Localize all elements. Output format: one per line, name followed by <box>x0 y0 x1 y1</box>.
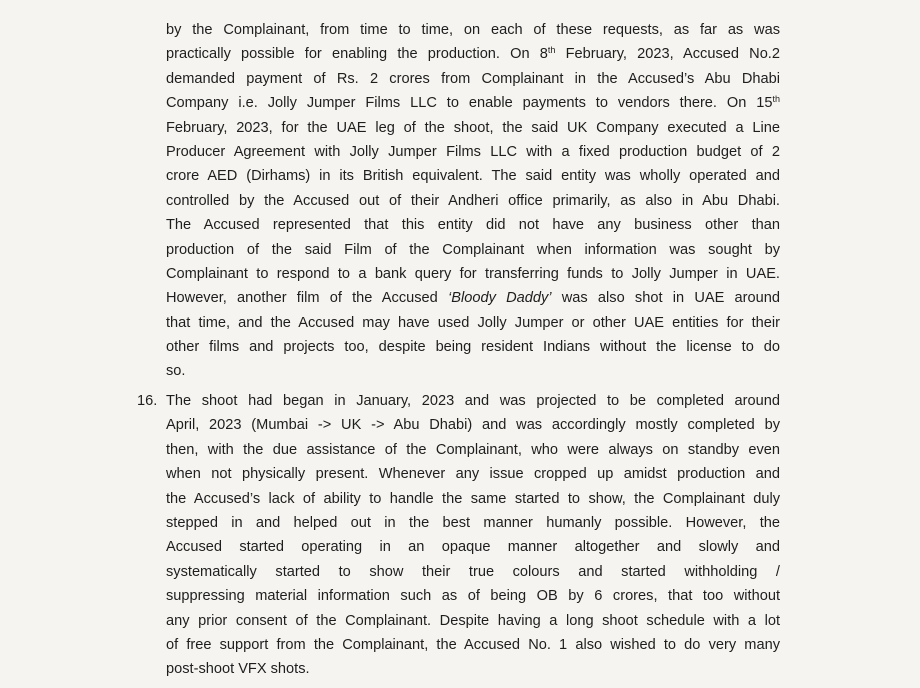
text-line <box>166 238 780 262</box>
paragraph-number: 16. <box>137 393 158 409</box>
text-run: of free support from the Complainant, the Accused No. 1 also wished to do very many <box>166 636 780 653</box>
text-run: Complainant to respond to a bank query for transferring funds to Jolly Jumper in UAE. <box>166 265 780 282</box>
text-line <box>166 116 780 140</box>
text-run: post-shoot VFX shots. <box>166 661 310 678</box>
text-line <box>166 164 780 188</box>
text-line <box>166 657 780 681</box>
film-title-italic: ‘Bloody Daddy’ <box>448 290 552 307</box>
text-line <box>166 42 780 66</box>
text-line <box>166 511 780 535</box>
text-line <box>166 91 780 115</box>
text-run: by the Complainant, from time to time, on each of these requests, as far as was <box>166 22 780 38</box>
text-run: Accused started operating in an opaque manner altogether and slowly and <box>166 539 780 556</box>
text-line <box>166 335 780 359</box>
text-line <box>166 633 780 657</box>
paragraph-16 <box>137 389 780 682</box>
text-run: suppressing material information such as of being OB by 6 crores, that too without <box>166 588 780 605</box>
text-run: Company i.e. Jolly Jumper Films LLC to enable payments to vendors there. On 15 <box>166 95 773 112</box>
text-line <box>166 389 780 413</box>
text-run: demanded payment of Rs. 2 crores from Complainant in the Accused’s Abu Dhabi <box>166 70 780 87</box>
text-run: stepped in and helped out in the best manner humanly possible. However, the <box>166 514 780 531</box>
text-line <box>166 438 780 462</box>
text-run: systematically started to show their true colours and started withholding / <box>166 563 780 580</box>
text-line <box>166 584 780 608</box>
text-run: when not physically present. Whenever any issue cropped up amidst production and <box>166 466 780 483</box>
text-line <box>166 189 780 213</box>
text-run: Producer Agreement with Jolly Jumper Films LLC with a fixed production budget of 2 <box>166 143 780 160</box>
text-run: that time, and the Accused may have used Jolly Jumper or other UAE entities for their <box>166 314 780 331</box>
text-line <box>166 609 780 633</box>
text-run: crore AED (Dirhams) in its British equivalent. The said entity was wholly operated and <box>166 168 780 185</box>
text-run: The Accused represented that this entity did not have any business other than <box>166 217 780 234</box>
text-run: The shoot had began in January, 2023 and was projected to be completed around <box>166 393 780 409</box>
ordinal-superscript: th <box>547 45 556 56</box>
text-run: February, 2023, Accused No.2 <box>555 46 780 63</box>
text-line <box>166 311 780 335</box>
text-line <box>166 413 780 437</box>
text-line <box>166 487 780 511</box>
text-line <box>166 286 780 310</box>
text-line <box>166 262 780 286</box>
paragraph-15-continuation <box>166 18 780 384</box>
text-line <box>166 535 780 559</box>
text-run: controlled by the Accused out of their Andheri office primarily, as also in Abu Dhabi. <box>166 192 780 209</box>
text-run: other films and projects too, despite being resident Indians without the license to do <box>166 339 780 356</box>
text-line <box>166 140 780 164</box>
text-run: production of the said Film of the Complainant when information was sought by <box>166 241 780 258</box>
text-line <box>166 560 780 584</box>
text-line <box>166 213 780 237</box>
ordinal-superscript: th <box>772 94 780 105</box>
text-run: was also shot in UAE around <box>551 290 780 307</box>
text-line <box>166 18 780 42</box>
text-run: the Accused’s lack of ability to handle the same started to show, the Complainant duly <box>166 490 780 507</box>
text-line <box>166 359 780 383</box>
text-line <box>166 67 780 91</box>
text-run: However, another film of the Accused <box>166 290 448 307</box>
text-run: so. <box>166 363 186 380</box>
text-run: any prior consent of the Complainant. Despite having a long shoot schedule with a lot <box>166 612 780 629</box>
text-run: April, 2023 (Mumbai -> UK -> Abu Dhabi) and was accordingly mostly completed by <box>166 417 780 434</box>
text-run: practically possible for enabling the production. On 8 <box>166 46 548 63</box>
text-run: then, with the due assistance of the Complainant, who were always on standby even <box>166 441 780 458</box>
text-line <box>166 462 780 486</box>
text-run: February, 2023, for the UAE leg of the shoot, the said UK Company executed a Line <box>166 119 780 136</box>
